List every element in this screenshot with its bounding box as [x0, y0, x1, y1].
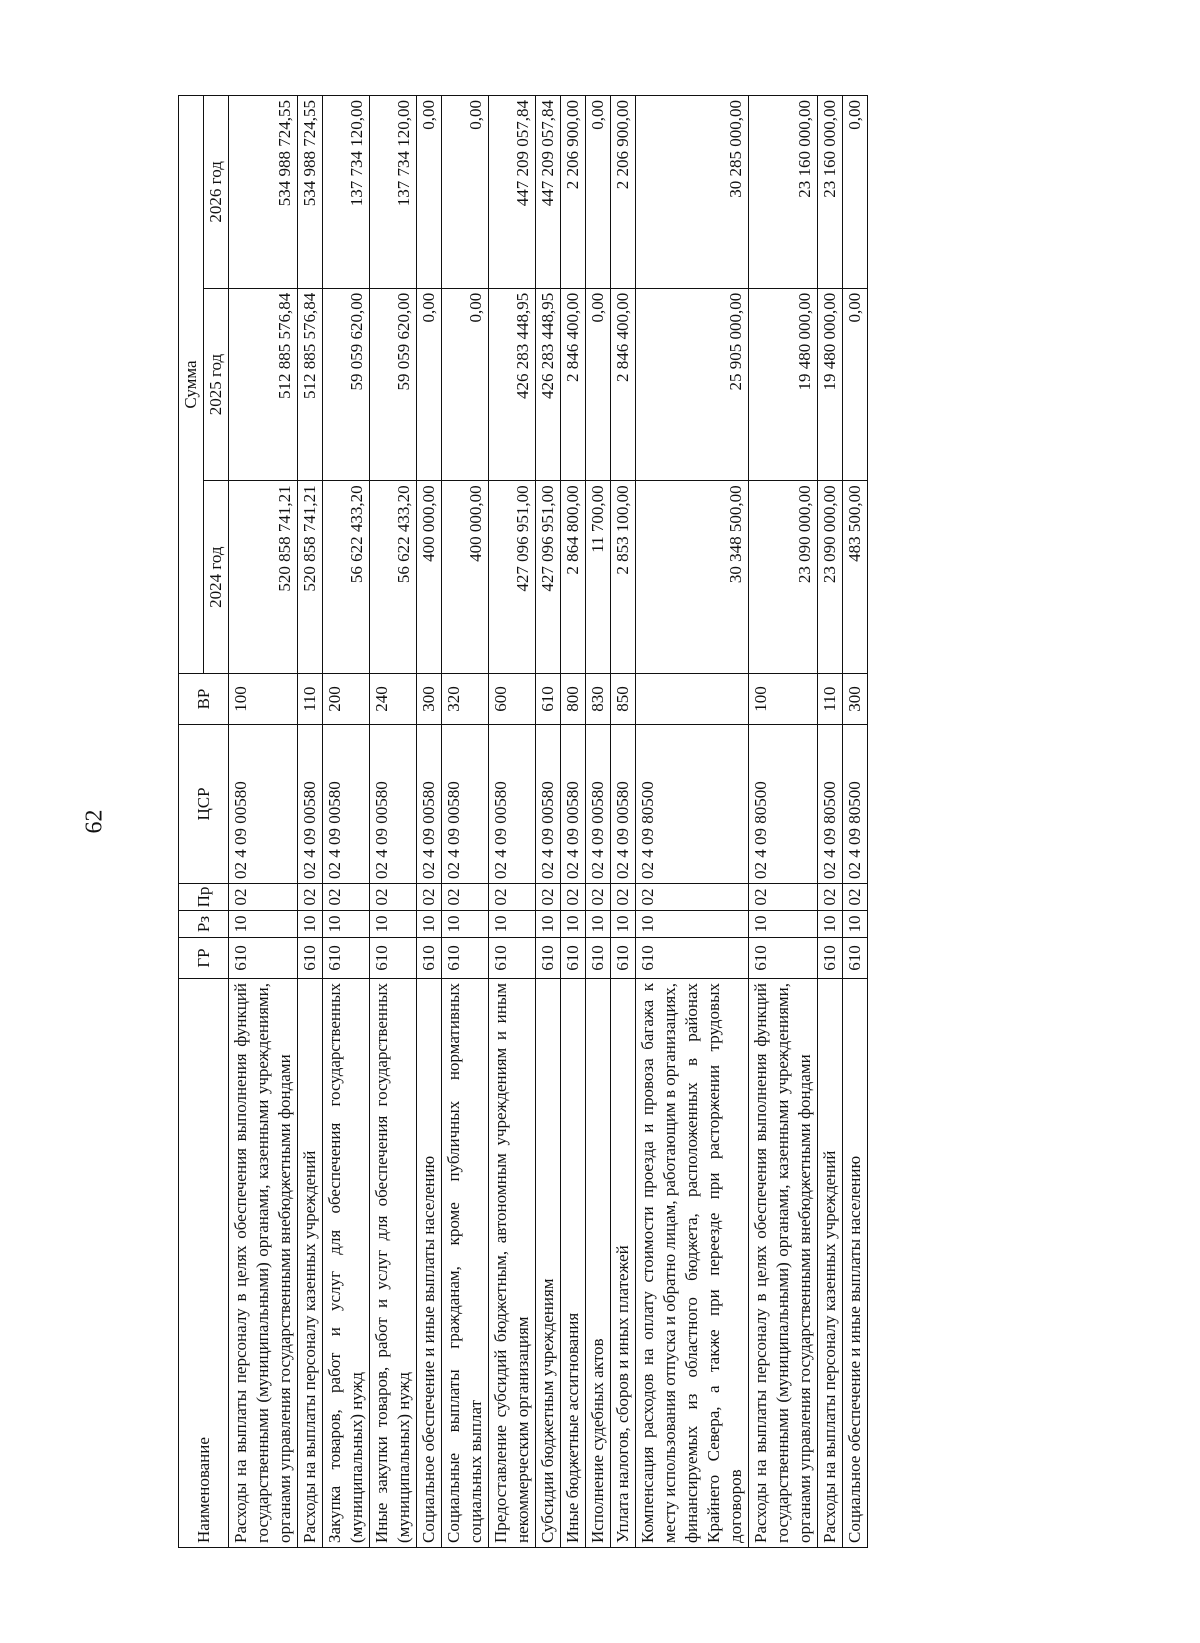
cell-2026: 30 285 000,00: [636, 96, 749, 289]
cell-rz: 10: [561, 911, 586, 938]
table-row: [561, 96, 586, 1548]
table-row: [370, 96, 417, 1548]
cell-2024: 427 096 951,00: [489, 481, 536, 674]
cell-2024: 2 853 100,00: [611, 481, 636, 674]
header-rz: Рз: [179, 911, 229, 938]
cell-vr: 320: [442, 674, 489, 725]
table-row: [611, 96, 636, 1548]
cell-csr: 02 4 09 00580: [323, 725, 370, 884]
cell-csr: 02 4 09 00580: [586, 725, 611, 884]
cell-2025: 0,00: [442, 288, 489, 481]
cell-name: Уплата налогов, сборов и иных платежей: [611, 979, 636, 1548]
cell-2026: 447 209 057,84: [536, 96, 561, 289]
cell-2024: 23 090 000,00: [749, 481, 818, 674]
header-sum: Сумма: [179, 96, 204, 674]
cell-gr: 610: [611, 938, 636, 979]
cell-rz: 10: [536, 911, 561, 938]
header-gr: ГР: [179, 938, 229, 979]
cell-pr: 02: [818, 884, 843, 911]
cell-2026: 137 734 120,00: [323, 96, 370, 289]
table-row: [586, 96, 611, 1548]
cell-2024: 520 858 741,21: [229, 481, 298, 674]
cell-2025: 59 059 620,00: [370, 288, 417, 481]
cell-vr: 240: [370, 674, 417, 725]
cell-vr: 300: [843, 674, 868, 725]
cell-gr: 610: [636, 938, 749, 979]
cell-gr: 610: [536, 938, 561, 979]
cell-2025: 2 846 400,00: [611, 288, 636, 481]
cell-2024: 30 348 500,00: [636, 481, 749, 674]
cell-name: Субсидии бюджетным учреждениям: [536, 979, 561, 1548]
cell-gr: 610: [417, 938, 442, 979]
cell-2025: 59 059 620,00: [323, 288, 370, 481]
cell-name: Закупка товаров, работ и услуг для обеспечения государственных (муниципальных) нужд: [323, 979, 370, 1548]
cell-csr: 02 4 09 00580: [536, 725, 561, 884]
cell-2026: 534 988 724,55: [298, 96, 323, 289]
cell-rz: 10: [749, 911, 818, 938]
header-year-2024: 2024 год: [204, 481, 229, 674]
cell-vr: 100: [229, 674, 298, 725]
cell-csr: 02 4 09 80500: [843, 725, 868, 884]
cell-2026: 2 206 900,00: [611, 96, 636, 289]
header-pr: Пр: [179, 884, 229, 911]
cell-2026: 0,00: [417, 96, 442, 289]
cell-vr: 830: [586, 674, 611, 725]
cell-rz: 10: [636, 911, 749, 938]
header-row-top: [179, 96, 204, 1548]
cell-gr: 610: [843, 938, 868, 979]
table-row: [229, 96, 298, 1548]
header-csr: ЦСР: [179, 725, 229, 884]
budget-table: [178, 95, 868, 1548]
cell-vr: 610: [536, 674, 561, 725]
cell-2026: 447 209 057,84: [489, 96, 536, 289]
cell-gr: 610: [749, 938, 818, 979]
cell-rz: 10: [229, 911, 298, 938]
cell-gr: 610: [323, 938, 370, 979]
cell-name: Предоставление субсидий бюджетным, автономным учреждениям и иным некоммерческим организациям: [489, 979, 536, 1548]
cell-2024: 427 096 951,00: [536, 481, 561, 674]
cell-csr: 02 4 09 00580: [229, 725, 298, 884]
cell-2025: 512 885 576,84: [298, 288, 323, 481]
cell-gr: 610: [442, 938, 489, 979]
cell-2024: 400 000,00: [442, 481, 489, 674]
header-year-2025: 2025 год: [204, 288, 229, 481]
cell-rz: 10: [489, 911, 536, 938]
cell-vr: 110: [298, 674, 323, 725]
cell-name: Расходы на выплаты персоналу казенных учреждений: [818, 979, 843, 1548]
cell-gr: 610: [586, 938, 611, 979]
budget-table-wrapper: [178, 95, 1088, 1548]
table-row: [442, 96, 489, 1548]
cell-vr: [636, 674, 749, 725]
cell-name: Социальные выплаты гражданам, кроме публичных нормативных социальных выплат: [442, 979, 489, 1548]
table-row: [298, 96, 323, 1548]
cell-rz: 10: [843, 911, 868, 938]
cell-vr: 200: [323, 674, 370, 725]
cell-name: Исполнение судебных актов: [586, 979, 611, 1548]
cell-name: Компенсация расходов на оплату стоимости проезда и провоза багажа к месту использования отпуска и обратно лицам, работающим в организациях, финансируемых из областного бюджета, расположенных в районах Крайнего Севера, а также при переезде при расторжении трудовых договоров: [636, 979, 749, 1548]
header-vr: ВР: [179, 674, 229, 725]
cell-pr: 02: [370, 884, 417, 911]
cell-2025: 19 480 000,00: [749, 288, 818, 481]
cell-2026: 2 206 900,00: [561, 96, 586, 289]
cell-2026: 0,00: [586, 96, 611, 289]
cell-2025: 426 283 448,95: [489, 288, 536, 481]
cell-2026: 23 160 000,00: [818, 96, 843, 289]
cell-pr: 02: [229, 884, 298, 911]
cell-vr: 800: [561, 674, 586, 725]
cell-2025: 512 885 576,84: [229, 288, 298, 481]
cell-2026: 534 988 724,55: [229, 96, 298, 289]
table-row: [636, 96, 749, 1548]
cell-vr: 850: [611, 674, 636, 725]
cell-name: Социальное обеспечение и иные выплаты населению: [417, 979, 442, 1548]
cell-pr: 02: [323, 884, 370, 911]
cell-rz: 10: [417, 911, 442, 938]
cell-name: Иные бюджетные ассигнования: [561, 979, 586, 1548]
cell-2026: 0,00: [442, 96, 489, 289]
cell-2024: 11 700,00: [586, 481, 611, 674]
cell-name: Расходы на выплаты персоналу в целях обеспечения выполнения функций государственными (муниципальными) органами, казенными учреждениями, органами управления государственными внебюджетными фондами: [749, 979, 818, 1548]
cell-rz: 10: [323, 911, 370, 938]
table-body: [229, 96, 868, 1548]
cell-2024: 400 000,00: [417, 481, 442, 674]
cell-rz: 10: [818, 911, 843, 938]
table-row: [417, 96, 442, 1548]
cell-gr: 610: [489, 938, 536, 979]
cell-pr: 02: [843, 884, 868, 911]
cell-pr: 02: [561, 884, 586, 911]
cell-2025: 19 480 000,00: [818, 288, 843, 481]
cell-2026: 0,00: [843, 96, 868, 289]
cell-csr: 02 4 09 80500: [636, 725, 749, 884]
cell-2024: 23 090 000,00: [818, 481, 843, 674]
cell-pr: 02: [489, 884, 536, 911]
cell-pr: 02: [298, 884, 323, 911]
cell-pr: 02: [611, 884, 636, 911]
cell-name: Социальное обеспечение и иные выплаты населению: [843, 979, 868, 1548]
cell-vr: 600: [489, 674, 536, 725]
cell-rz: 10: [611, 911, 636, 938]
cell-csr: 02 4 09 00580: [442, 725, 489, 884]
cell-name: Расходы на выплаты персоналу в целях обеспечения выполнения функций государственными (муниципальными) органами, казенными учреждениями, органами управления государственными внебюджетными фондами: [229, 979, 298, 1548]
table-row: [536, 96, 561, 1548]
cell-2026: 23 160 000,00: [749, 96, 818, 289]
cell-csr: 02 4 09 00580: [561, 725, 586, 884]
cell-name: Расходы на выплаты персоналу казенных учреждений: [298, 979, 323, 1548]
cell-rz: 10: [298, 911, 323, 938]
cell-2024: 520 858 741,21: [298, 481, 323, 674]
cell-pr: 02: [586, 884, 611, 911]
table-row: [323, 96, 370, 1548]
cell-2025: 2 846 400,00: [561, 288, 586, 481]
cell-csr: 02 4 09 80500: [749, 725, 818, 884]
cell-2024: 56 622 433,20: [370, 481, 417, 674]
cell-pr: 02: [417, 884, 442, 911]
cell-gr: 610: [561, 938, 586, 979]
cell-rz: 10: [442, 911, 489, 938]
cell-2024: 483 500,00: [843, 481, 868, 674]
cell-csr: 02 4 09 00580: [417, 725, 442, 884]
cell-gr: 610: [229, 938, 298, 979]
cell-csr: 02 4 09 80500: [818, 725, 843, 884]
cell-2025: 0,00: [843, 288, 868, 481]
cell-2026: 137 734 120,00: [370, 96, 417, 289]
cell-2024: 2 864 800,00: [561, 481, 586, 674]
table-row: [843, 96, 868, 1548]
header-year-2026: 2026 год: [204, 96, 229, 289]
cell-2025: 426 283 448,95: [536, 288, 561, 481]
cell-2025: 0,00: [417, 288, 442, 481]
cell-2025: 0,00: [586, 288, 611, 481]
cell-2024: 56 622 433,20: [323, 481, 370, 674]
cell-gr: 610: [298, 938, 323, 979]
cell-pr: 02: [636, 884, 749, 911]
cell-pr: 02: [536, 884, 561, 911]
header-name: Наименование: [179, 979, 229, 1548]
page-number: 62: [81, 809, 108, 834]
cell-csr: 02 4 09 00580: [611, 725, 636, 884]
cell-pr: 02: [749, 884, 818, 911]
cell-vr: 110: [818, 674, 843, 725]
cell-gr: 610: [818, 938, 843, 979]
cell-csr: 02 4 09 00580: [298, 725, 323, 884]
cell-2025: 25 905 000,00: [636, 288, 749, 481]
cell-rz: 10: [370, 911, 417, 938]
cell-vr: 100: [749, 674, 818, 725]
cell-csr: 02 4 09 00580: [370, 725, 417, 884]
cell-pr: 02: [442, 884, 489, 911]
cell-vr: 300: [417, 674, 442, 725]
table-row: [749, 96, 818, 1548]
cell-gr: 610: [370, 938, 417, 979]
cell-name: Иные закупки товаров, работ и услуг для обеспечения государственных (муниципальных) нужд: [370, 979, 417, 1548]
table-row: [489, 96, 536, 1548]
table-row: [818, 96, 843, 1548]
cell-csr: 02 4 09 00580: [489, 725, 536, 884]
cell-rz: 10: [586, 911, 611, 938]
